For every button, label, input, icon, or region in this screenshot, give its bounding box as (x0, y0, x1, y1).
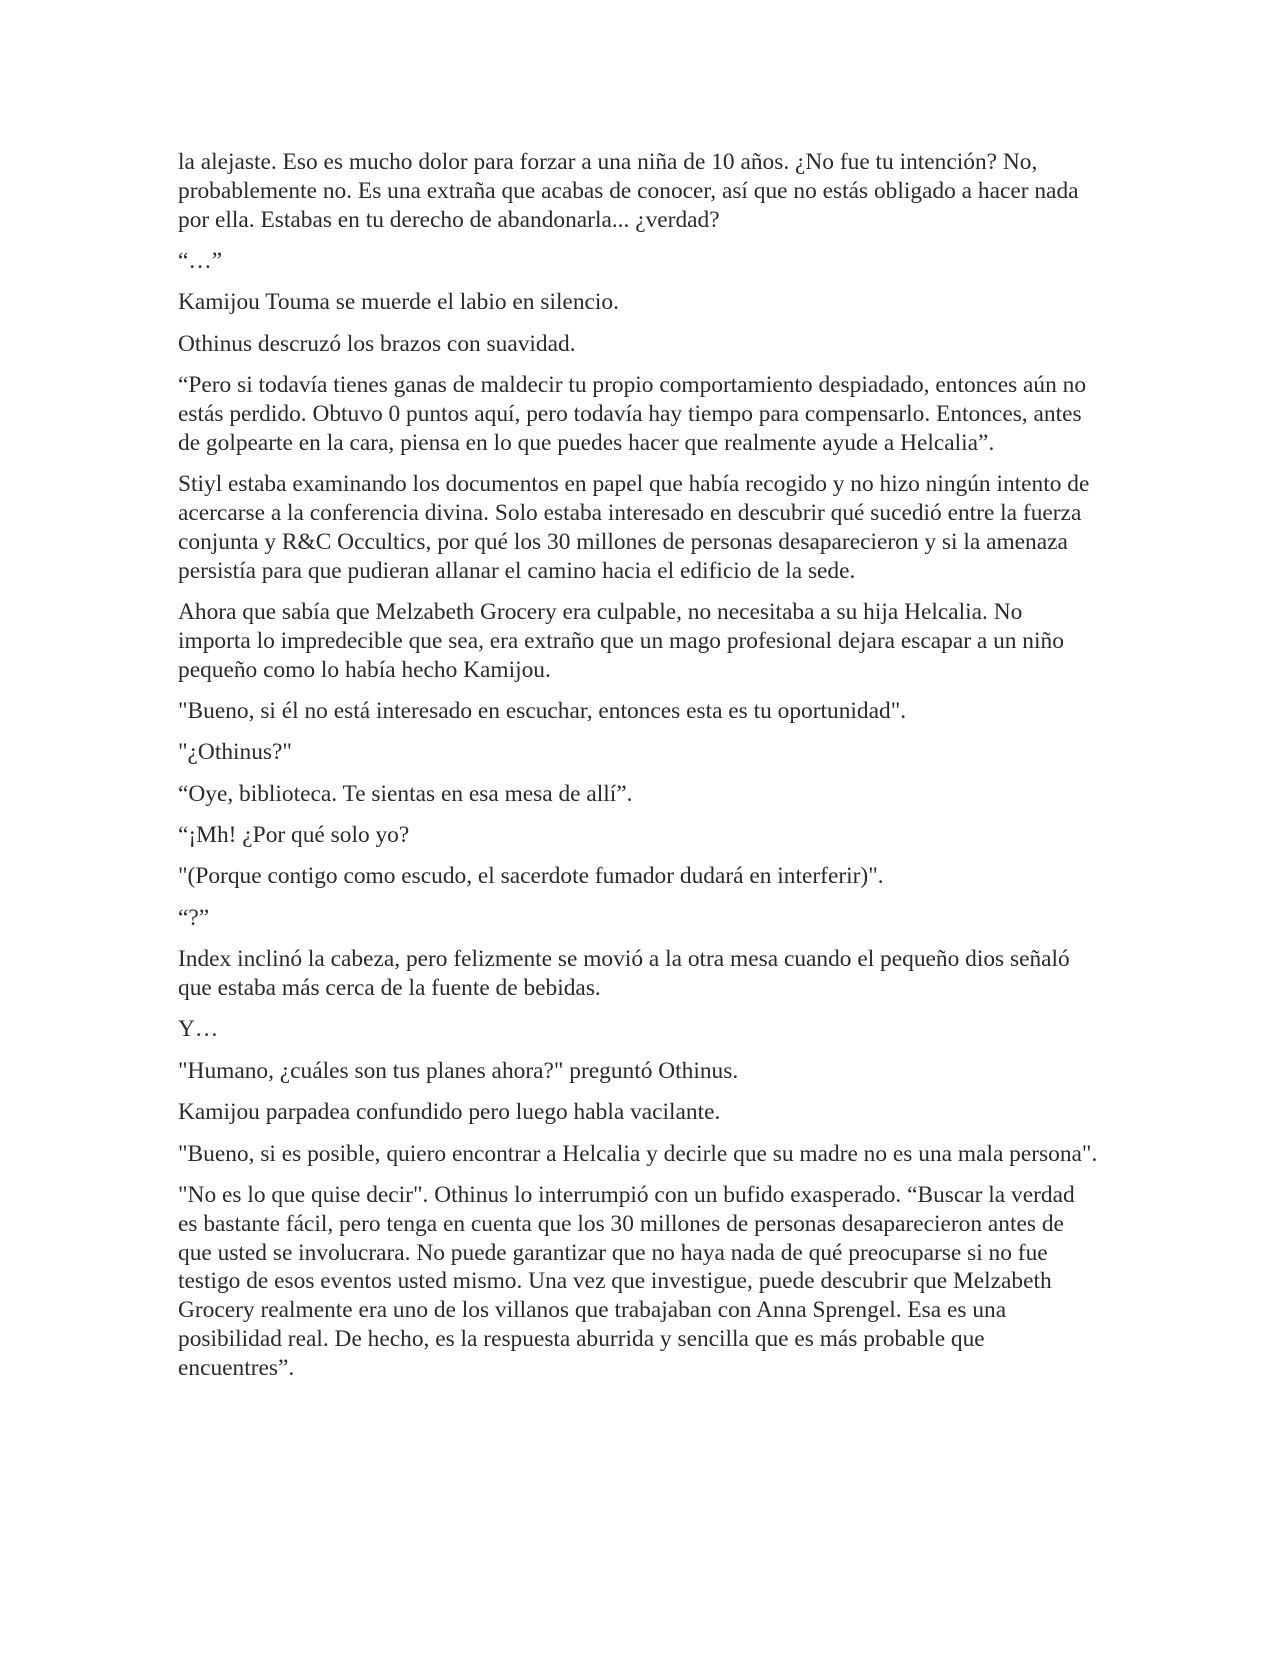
paragraph: Stiyl estaba examinando los documentos en papel que había recogido y no hizo ningún intento de acercarse a la conferencia divina. Solo estaba interesado en descubrir qué sucedió entre la fuerza conjunta y R&C Occultics, por qué los 30 millones de personas desaparecieron y si la amenaza persistía para que pudieran allanar el camino hacia el edificio de la sede. (178, 471, 1090, 584)
paragraph: “Pero si todavía tienes ganas de maldecir tu propio comportamiento despiadado, entonces aún no estás perdido. Obtuvo 0 puntos aquí, pero todavía hay tiempo para compensarlo. Entonces, antes de golpearte en la cara, piensa en lo que puedes hacer que realmente ayude a Helcalia”. (178, 372, 1087, 456)
paragraph: la alejaste. Eso es mucho dolor para forzar a una niña de 10 años. ¿No fue tu intención? No, probablemente no. Es una extraña que acabas de conocer, así que no estás obligado a hacer nada por ella. Estabas en tu derecho de abandonarla... ¿verdad? (178, 149, 1079, 233)
paragraph: Ahora que sabía que Melzabeth Grocery era culpable, no necesitaba a su hija Helcalia. No importa lo impredecible que sea, era extraño que un mago profesional dejara escapar a un niño pequeño como lo había hecho Kamijou. (178, 598, 1064, 683)
paragraph: “…” (178, 247, 223, 274)
paragraph: “¡Mh! ¿Por qué solo yo? (178, 822, 410, 849)
paragraph: "Bueno, si es posible, quiero encontrar a Helcalia y decirle que su madre no es una mala persona". (178, 1140, 1098, 1167)
paragraph: “Oye, biblioteca. Te sientas en esa mesa de allí”. (178, 780, 633, 807)
paragraph: Othinus descruzó los brazos con suavidad. (178, 330, 576, 357)
paragraph: "(Porque contigo como escudo, el sacerdote fumador dudará en interferir)". (178, 863, 884, 890)
document-body (178, 148, 1098, 1383)
paragraph: Kamijou Touma se muerde el labio en silencio. (178, 289, 619, 316)
paragraph: "No es lo que quise decir". Othinus lo interrumpió con un bufido exasperado. “Buscar la verdad es bastante fácil, pero tenga en cuenta que los 30 millones de personas desaparecieron antes de que usted se involucrara. No puede garantizar que no haya nada de qué preocuparse si no fue testigo de esos eventos usted mismo. Una vez que investigue, puede descubrir que Melzabeth Grocery realmente era uno de los villanos que trabajaban con Anna Sprengel. Esa es una posibilidad real. De hecho, es la respuesta aburrida y sencilla que es más probable que encuentres”. (178, 1182, 1075, 1381)
paragraph: Index inclinó la cabeza, pero felizmente se movió a la otra mesa cuando el pequeño dios señaló que estaba más cerca de la fuente de bebidas. (178, 946, 1070, 1002)
paragraph: “?” (178, 904, 210, 931)
paragraph: "Bueno, si él no está interesado en escuchar, entonces esta es tu oportunidad". (178, 697, 907, 724)
paragraph: Y… (178, 1016, 219, 1043)
paragraph: "¿Othinus?" (178, 739, 292, 766)
paragraph: "Humano, ¿cuáles son tus planes ahora?" preguntó Othinus. (178, 1057, 739, 1084)
paragraph: Kamijou parpadea confundido pero luego habla vacilante. (178, 1099, 721, 1126)
